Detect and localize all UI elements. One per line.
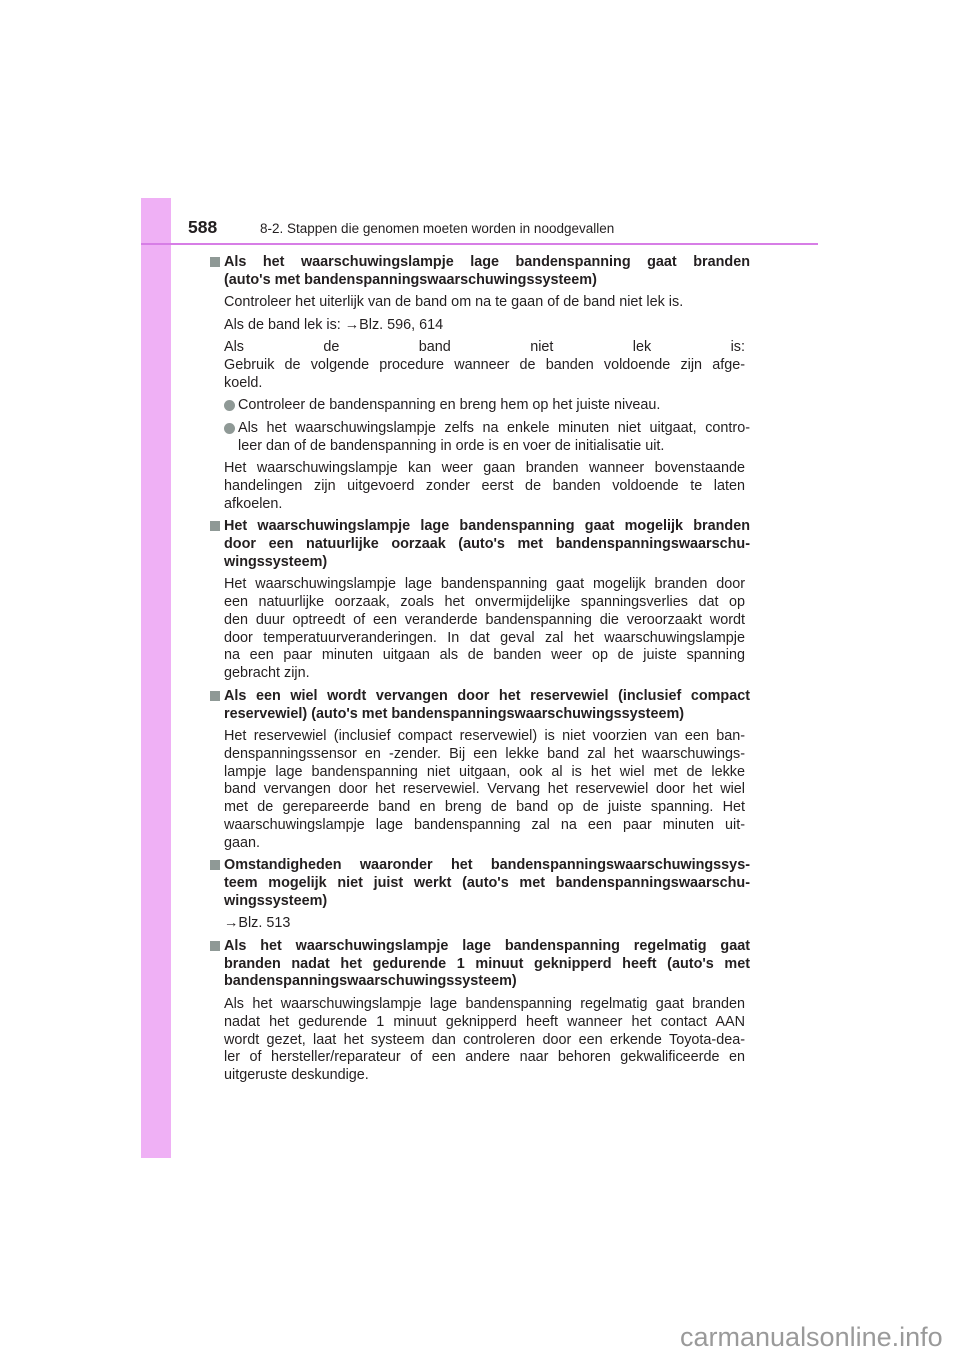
paragraph bbox=[210, 576, 745, 683]
text-line: Controleer de bandenspanning en breng hem op het juiste niveau. bbox=[238, 397, 661, 414]
text-line: met de gerepareerde band en breng de band op de juiste spanning. Het bbox=[224, 799, 745, 816]
text-line: teem mogelijk niet juist werkt (auto's met bandenspanningswaarschu- bbox=[224, 875, 750, 892]
text-line: door temperatuurveranderingen. In dat geval zal het waarschuwingslampje bbox=[224, 629, 745, 646]
text-line: Controleer het uiterlijk van de band om na te gaan of de band niet lek is. bbox=[224, 294, 684, 311]
text-line: Als het waarschuwingslampje lage bandenspanning regelmatig gaat bbox=[224, 937, 750, 954]
watermark: carmanualsonline.info bbox=[680, 1322, 943, 1352]
section-heading bbox=[210, 938, 750, 991]
text-line: wingssysteem) bbox=[224, 553, 328, 570]
text-line: handelingen zijn uitgevoerd zonder eerst de banden voldoende te laten bbox=[224, 477, 745, 494]
paragraph bbox=[210, 294, 745, 312]
section-heading bbox=[210, 518, 750, 571]
page-number: 588 bbox=[188, 217, 218, 237]
square-bullet-icon bbox=[210, 257, 220, 267]
square-bullet-icon bbox=[210, 860, 220, 870]
text-line: Als de band lek is: →Blz. 596, 614 bbox=[224, 316, 444, 333]
square-bullet-icon bbox=[210, 521, 220, 531]
text-line: branden nadat het gedurende 1 minuut geknipperd heeft (auto's met bbox=[224, 955, 750, 972]
square-bullet-icon bbox=[210, 691, 220, 701]
bullet-item bbox=[210, 420, 750, 456]
text-line: wordt gezet, laat het systeem dan controleren door een erkende Toyota-dea- bbox=[224, 1031, 745, 1048]
text-line: Het waarschuwingslampje lage bandenspanning gaat mogelijk branden door bbox=[224, 576, 745, 593]
text-line: Als het waarschuwingslampje lage bandenspanning regelmatig gaat branden bbox=[224, 995, 745, 1012]
chapter-title: 8-2. Stappen die genomen moeten worden in noodgevallen bbox=[260, 221, 615, 236]
text-line: na een paar minuten uitgaan als de banden weer op de juiste spanning bbox=[224, 647, 745, 664]
paragraph bbox=[210, 996, 745, 1085]
text-line: wingssysteem) bbox=[224, 892, 328, 909]
chapter-sidebar-tab bbox=[141, 198, 171, 1158]
header-rule bbox=[141, 243, 818, 245]
text-line: Het reservewiel (inclusief compact reservewiel) is niet voorzien van een ban- bbox=[224, 728, 745, 744]
bullet-item bbox=[210, 397, 750, 415]
text-line: waarschuwingslampje lage bandenspanning zal na een paar minuten uit- bbox=[224, 816, 745, 833]
text-line: afkoelen. bbox=[224, 495, 283, 512]
text-line: koeld. bbox=[224, 374, 263, 391]
paragraph bbox=[210, 317, 745, 335]
text-line: leer dan of de bandenspanning in orde is en voer de initialisatie uit. bbox=[238, 437, 665, 454]
text-line: reservewiel) (auto's met bandenspanningswaarschuwingssysteem) bbox=[224, 705, 685, 722]
text-line: ler of hersteller/reparateur of een andere naar behoren gekwalificeerde en bbox=[224, 1049, 745, 1066]
paragraph bbox=[210, 460, 745, 513]
text-line: →Blz. 513 bbox=[224, 915, 291, 932]
text-line: (auto's met bandenspanningswaarschuwingssysteem) bbox=[224, 271, 597, 288]
text-line: door een natuurlijke oorzaak (auto's met bandenspanningswaarschu- bbox=[224, 535, 750, 552]
text-line: Als de band niet lek is: bbox=[224, 339, 745, 356]
text-line: Omstandigheden waaronder het bandenspanningswaarschuwingssys- bbox=[224, 857, 750, 874]
section-heading bbox=[210, 688, 750, 724]
text-line: gebracht zijn. bbox=[224, 665, 310, 682]
text-line: Het waarschuwingslampje lage bandenspanning gaat mogelijk branden bbox=[224, 518, 750, 535]
square-bullet-icon bbox=[210, 941, 220, 951]
text-line: denspanningssensor en -zender. Bij een lekke band zal het waarschuwings- bbox=[224, 745, 745, 762]
section-heading bbox=[210, 857, 750, 910]
page-content bbox=[210, 254, 750, 1085]
text-line: uitgeruste deskundige. bbox=[224, 1067, 369, 1084]
circle-bullet-icon bbox=[224, 423, 235, 434]
text-line: Het waarschuwingslampje kan weer gaan branden wanneer bovenstaande bbox=[224, 460, 745, 477]
text-line: lampje lage bandenspanning niet uitgaan, ook al is het wiel met de lekke bbox=[224, 763, 745, 780]
circle-bullet-icon bbox=[224, 400, 235, 411]
text-line: Als het waarschuwingslampje lage bandenspanning gaat branden bbox=[224, 254, 750, 270]
section-heading bbox=[210, 254, 750, 290]
text-line: Als het waarschuwingslampje zelfs na enkele minuten niet uitgaat, contro- bbox=[238, 419, 750, 436]
text-line: een natuurlijke oorzaak, zoals het onvermijdelijke spanningsverlies dat op bbox=[224, 594, 745, 611]
paragraph bbox=[210, 728, 745, 853]
text-line: Gebruik de volgende procedure wanneer de banden voldoende zijn afge- bbox=[224, 357, 745, 374]
text-line: den duur optreedt of een veranderde bandenspanning die veroorzaakt wordt bbox=[224, 611, 745, 628]
text-line: nadat het gedurende 1 minuut geknipperd heeft wanneer het contact AAN bbox=[224, 1013, 745, 1030]
paragraph bbox=[210, 915, 745, 933]
text-line: gaan. bbox=[224, 834, 261, 851]
text-line: bandenspanningswaarschuwingssysteem) bbox=[224, 973, 517, 990]
text-line: Als een wiel wordt vervangen door het reservewiel (inclusief compact bbox=[224, 687, 750, 704]
paragraph bbox=[210, 339, 745, 392]
text-line: band vervangen door het reservewiel. Vervang het reservewiel door het wiel bbox=[224, 781, 745, 798]
